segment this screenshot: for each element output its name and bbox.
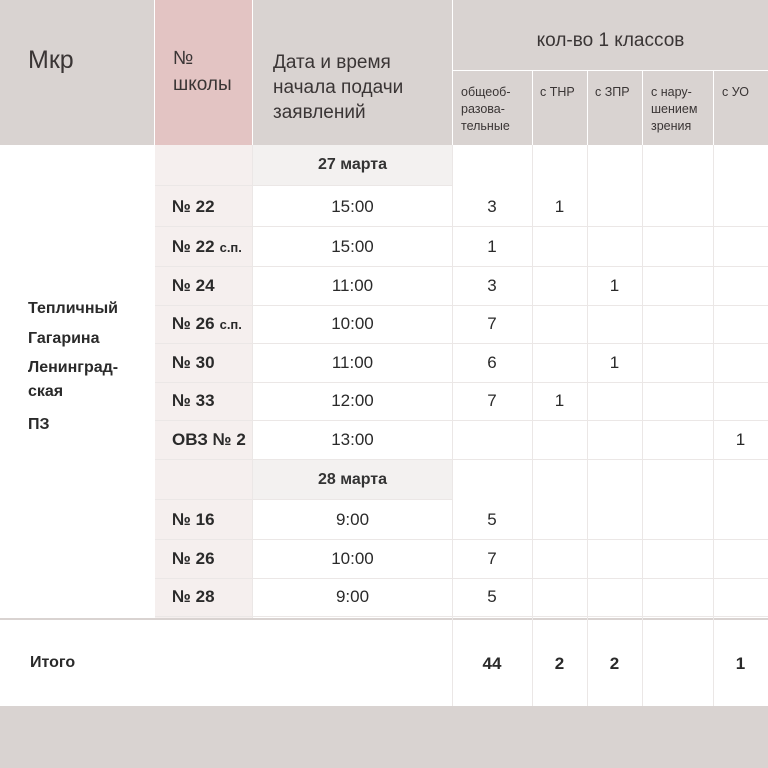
school-number bbox=[172, 305, 254, 343]
total-zpr: 2 bbox=[609, 654, 620, 673]
start-time: 10:00 bbox=[331, 314, 374, 333]
start-time: 11:00 bbox=[331, 276, 374, 295]
count-tnr bbox=[532, 501, 587, 539]
count-tnr: 1 bbox=[554, 391, 565, 410]
count-uo bbox=[713, 578, 768, 616]
count-zpr bbox=[587, 578, 642, 616]
count-vision bbox=[642, 501, 713, 539]
start-time: 9:00 bbox=[335, 587, 370, 606]
school-number bbox=[172, 382, 254, 420]
total-general: 44 bbox=[482, 654, 502, 673]
count-zpr bbox=[587, 305, 642, 343]
count-vision bbox=[642, 578, 713, 616]
row-divider bbox=[155, 185, 452, 186]
header-datetime: Дата и время начала подачи заявлений bbox=[273, 52, 404, 123]
subheader-general: общеоб- разова- тельные bbox=[461, 85, 511, 133]
school-number bbox=[172, 421, 254, 459]
school-number-text: № 16 bbox=[172, 510, 215, 529]
school-suffix: с.п. bbox=[219, 239, 242, 255]
count-uo bbox=[713, 267, 768, 305]
count-general: 5 bbox=[487, 587, 497, 606]
total-label: Итого bbox=[30, 654, 76, 671]
count-general: 3 bbox=[487, 197, 497, 216]
count-uo bbox=[713, 305, 768, 343]
count-uo: 1 bbox=[735, 430, 746, 449]
count-vision bbox=[642, 421, 713, 459]
school-number bbox=[172, 540, 254, 578]
district-list bbox=[28, 296, 153, 442]
count-general bbox=[452, 421, 532, 459]
district-item: ПЗ bbox=[28, 416, 50, 433]
count-vision bbox=[642, 305, 713, 343]
school-suffix: с.п. bbox=[219, 316, 242, 332]
school-number bbox=[172, 344, 254, 382]
row-divider bbox=[155, 226, 768, 227]
count-zpr: 1 bbox=[609, 353, 620, 372]
subheader-vision: с нару- шением зрения bbox=[651, 85, 698, 133]
header-school-no: № bbox=[173, 48, 194, 69]
count-tnr: 1 bbox=[554, 197, 565, 216]
start-time: 12:00 bbox=[331, 391, 374, 410]
count-general: 7 bbox=[487, 391, 497, 410]
school-number-text: № 30 bbox=[172, 353, 215, 372]
school-number-text: № 33 bbox=[172, 391, 215, 410]
count-zpr: 1 bbox=[609, 276, 620, 295]
start-time: 9:00 bbox=[335, 510, 370, 529]
count-zpr bbox=[587, 228, 642, 266]
count-zpr bbox=[587, 382, 642, 420]
row-divider bbox=[155, 459, 452, 460]
count-zpr bbox=[587, 501, 642, 539]
count-general: 5 bbox=[487, 510, 497, 529]
school-number bbox=[172, 501, 254, 539]
count-tnr bbox=[532, 228, 587, 266]
count-uo bbox=[713, 501, 768, 539]
school-number bbox=[172, 267, 254, 305]
count-uo bbox=[713, 344, 768, 382]
count-general: 6 bbox=[487, 353, 497, 372]
school-number-text: № 28 bbox=[172, 587, 215, 606]
count-vision bbox=[642, 382, 713, 420]
count-uo bbox=[713, 540, 768, 578]
count-vision bbox=[642, 228, 713, 266]
count-general: 3 bbox=[487, 276, 497, 295]
start-time: 11:00 bbox=[331, 353, 374, 372]
count-zpr bbox=[587, 421, 642, 459]
total-uo: 1 bbox=[735, 654, 746, 673]
district-item: Гагарина bbox=[28, 330, 100, 347]
count-general: 1 bbox=[487, 237, 497, 256]
school-number-text: № 24 bbox=[172, 276, 215, 295]
count-vision bbox=[642, 267, 713, 305]
start-time: 10:00 bbox=[331, 549, 374, 568]
count-zpr bbox=[587, 540, 642, 578]
subheader-zpr: с ЗПР bbox=[595, 85, 630, 99]
school-number bbox=[172, 228, 254, 266]
start-time: 13:00 bbox=[331, 430, 374, 449]
date-label-2: 28 марта bbox=[317, 471, 388, 488]
school-number-text: № 22 bbox=[172, 197, 215, 216]
header-classes-count: кол-во 1 классов bbox=[536, 30, 685, 51]
district-item: Ленинград- ская bbox=[28, 359, 119, 400]
school-number-text: № 26 bbox=[172, 314, 215, 333]
count-tnr bbox=[532, 305, 587, 343]
school-number-text: ОВЗ № 2 bbox=[172, 430, 246, 449]
school-number-text: № 22 bbox=[172, 237, 215, 256]
count-vision bbox=[642, 540, 713, 578]
school-number bbox=[172, 188, 254, 226]
count-tnr bbox=[532, 344, 587, 382]
row-divider bbox=[155, 499, 452, 500]
district-item: Тепличный bbox=[28, 300, 118, 317]
school-number-text: № 26 bbox=[172, 549, 215, 568]
header-mkr: Мкр bbox=[28, 46, 74, 74]
count-tnr bbox=[532, 578, 587, 616]
count-uo bbox=[713, 382, 768, 420]
header-school-word: школы bbox=[173, 74, 232, 95]
count-general: 7 bbox=[487, 314, 497, 333]
total-separator bbox=[0, 618, 768, 620]
count-general: 7 bbox=[487, 549, 497, 568]
start-time: 15:00 bbox=[331, 237, 374, 256]
subheader-tnr: с ТНР bbox=[540, 85, 575, 99]
footer-band bbox=[0, 706, 768, 768]
count-vision bbox=[642, 344, 713, 382]
count-uo bbox=[713, 228, 768, 266]
subheader-uo: с УО bbox=[722, 85, 749, 99]
row-divider bbox=[155, 616, 768, 617]
count-tnr bbox=[532, 267, 587, 305]
count-tnr bbox=[532, 421, 587, 459]
school-number bbox=[172, 578, 254, 616]
total-tnr: 2 bbox=[554, 654, 565, 673]
count-zpr bbox=[587, 188, 642, 226]
count-tnr bbox=[532, 540, 587, 578]
total-vision bbox=[642, 652, 713, 676]
date-label-1: 27 марта bbox=[317, 156, 388, 173]
count-uo bbox=[713, 188, 768, 226]
start-time: 15:00 bbox=[331, 197, 374, 216]
count-vision bbox=[642, 188, 713, 226]
